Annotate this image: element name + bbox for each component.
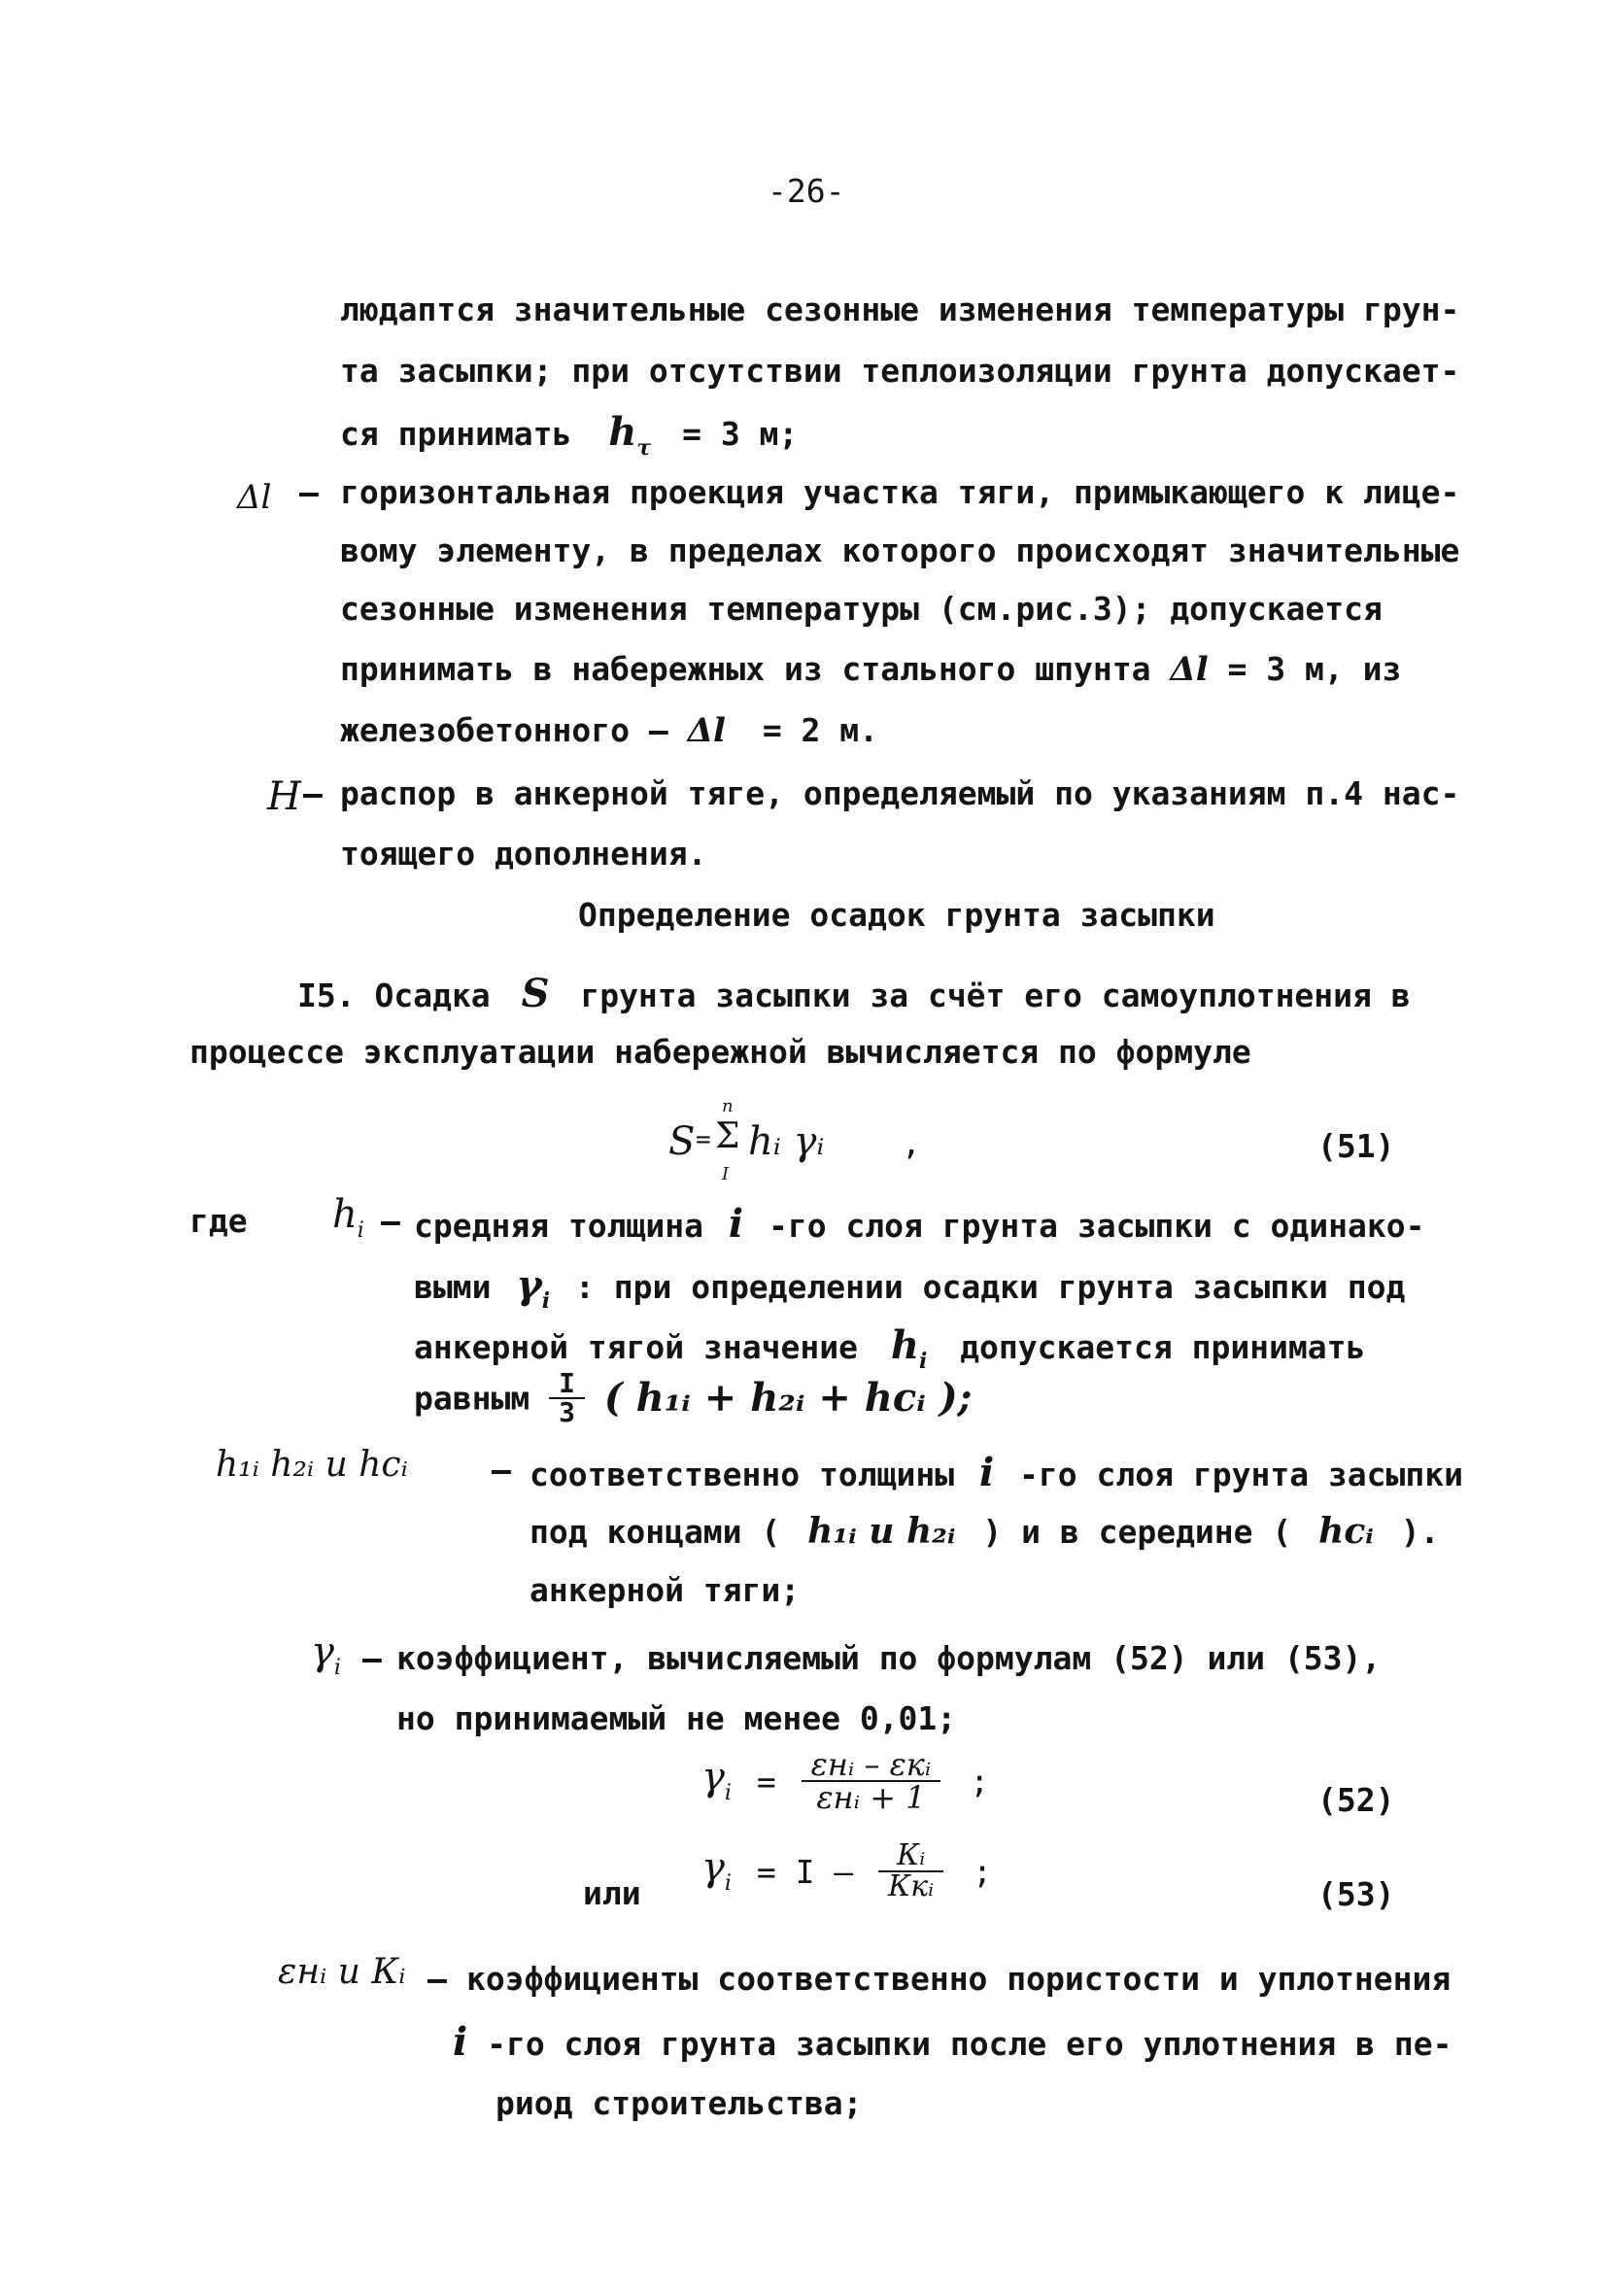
definition-dash: – bbox=[299, 473, 319, 511]
fraction-one-third bbox=[549, 1367, 585, 1428]
h-center-symbol: hcᵢ bbox=[1318, 1511, 1374, 1552]
H-symbol: H bbox=[267, 774, 301, 819]
fraction-denominator: εнᵢ + 1 bbox=[816, 1779, 926, 1816]
text-line: вому элементу, в пределах которого происходят значительные bbox=[340, 531, 1460, 569]
where-label: где bbox=[189, 1202, 248, 1240]
text-line: людаптся значительные сезонные изменения температуры грун- bbox=[340, 291, 1460, 328]
equation-number: (53) bbox=[1317, 1875, 1395, 1913]
text-fragment: равным bbox=[414, 1379, 530, 1418]
text-line bbox=[414, 1322, 1366, 1374]
formula-fraction bbox=[802, 1746, 941, 1816]
text-fragment: -го слоя грунта засыпки с одинако- bbox=[768, 1207, 1425, 1245]
definition-dash: – bbox=[492, 1451, 511, 1489]
formula-52 bbox=[701, 1746, 990, 1816]
text-fragment: = 2 м. bbox=[762, 711, 879, 749]
formula-equals: = bbox=[696, 1125, 711, 1154]
h-tau-symbol: $h_\tau$ bbox=[608, 409, 652, 461]
section-heading: Определение осадок грунта засыпки bbox=[578, 896, 1215, 934]
delta-l-symbol: Δl bbox=[687, 711, 726, 750]
text-line: распор в анкерной тяге, определяемый по указаниям п.4 нас- bbox=[340, 774, 1460, 812]
formula-body: hᵢ γᵢ bbox=[748, 1119, 825, 1164]
i-symbol: i bbox=[728, 1201, 744, 1247]
gamma-i-symbol: $\gamma_i$ bbox=[516, 1262, 551, 1314]
formula-lhs: $\gamma_i$ bbox=[701, 1845, 732, 1896]
text-fragment: соответственно толщины bbox=[530, 1456, 955, 1493]
fraction-numerator: I bbox=[549, 1370, 585, 1399]
h-i-symbol: $h_i$ bbox=[332, 1192, 364, 1243]
formula-tail: ; bbox=[970, 1762, 990, 1800]
formula-tail: , bbox=[902, 1124, 921, 1162]
definition-dash: – bbox=[362, 1639, 382, 1677]
sum-upper-limit: n bbox=[722, 1096, 734, 1116]
i-symbol: i bbox=[978, 1450, 995, 1495]
delta-l-symbol: Δl bbox=[237, 478, 272, 517]
text-fragment: ). bbox=[1400, 1513, 1440, 1551]
definition-dash: – bbox=[427, 1960, 447, 1998]
h-ends-symbols: h₁ᵢ и h₂ᵢ bbox=[807, 1511, 956, 1552]
text-line bbox=[414, 1262, 1406, 1314]
i-symbol: i bbox=[453, 2019, 468, 2065]
text-line: сезонные изменения температуры (см.рис.3); допускается bbox=[340, 590, 1383, 628]
text-fragment: : при определении осадки грунта засыпки под bbox=[575, 1268, 1406, 1306]
text-line: тоящего дополнения. bbox=[340, 835, 707, 873]
text-line: коэффициент, вычисляемый по формулам (52) или (53), bbox=[396, 1639, 1382, 1677]
h-sum-expression: ( h₁ᵢ + h₂ᵢ + hcᵢ ); bbox=[603, 1375, 973, 1421]
text-line: горизонтальная проекция участка тяги, примыкающего к лице- bbox=[340, 473, 1460, 511]
text-line bbox=[530, 1450, 1464, 1495]
text-fragment: выми bbox=[414, 1268, 492, 1306]
equation-number: (51) bbox=[1317, 1127, 1395, 1165]
text-fragment: = 3 м; bbox=[682, 415, 799, 453]
text-fragment: анкерной тягой значение bbox=[414, 1328, 858, 1366]
text-line: та засыпки; при отсутствии теплоизоляции грунта допускает- bbox=[340, 352, 1460, 390]
text-fragment: -го слоя грунта засыпки после его уплотнения в пе- bbox=[487, 2025, 1452, 2063]
fraction-denominator: Ккᵢ bbox=[888, 1869, 935, 1903]
fraction-denominator: 3 bbox=[559, 1396, 575, 1428]
or-label: или bbox=[583, 1874, 641, 1912]
sum-lower-limit: I bbox=[722, 1164, 730, 1184]
h-thickness-symbols: h₁ᵢ h₂ᵢ и hcᵢ bbox=[216, 1445, 408, 1485]
text-fragment: I5. Осадка bbox=[297, 977, 491, 1014]
definition-dash: – bbox=[381, 1202, 400, 1240]
epsilon-k-symbols: εнᵢ и Кᵢ bbox=[278, 1952, 406, 1992]
text-line: процессе эксплуатации набережной вычисляется по формуле bbox=[189, 1033, 1251, 1071]
formula-lhs: S bbox=[668, 1119, 696, 1164]
text-line: но принимаемый не менее 0,01; bbox=[396, 1699, 957, 1737]
formula-equals: = I – bbox=[756, 1852, 854, 1891]
text-line bbox=[453, 2019, 1452, 2065]
formula-equals: = bbox=[756, 1762, 776, 1800]
text-fragment: принимать в набережных из стального шпунта bbox=[340, 650, 1151, 688]
formula-lhs: $\gamma_i$ bbox=[701, 1755, 732, 1805]
S-symbol: S bbox=[521, 971, 550, 1016]
h-i-symbol: $h_i$ bbox=[890, 1322, 928, 1374]
formula-tail: ; bbox=[973, 1852, 992, 1891]
sum-sign: Σ bbox=[715, 1116, 740, 1156]
text-fragment: средняя толщина bbox=[414, 1207, 704, 1245]
text-fragment: железобетонного – bbox=[340, 711, 668, 749]
text-line bbox=[297, 971, 1411, 1016]
definition-dash: – bbox=[303, 774, 323, 812]
text-fragment: под концами ( bbox=[530, 1513, 781, 1551]
fraction-numerator: Кᵢ bbox=[878, 1841, 943, 1872]
fraction-numerator: εнᵢ – εкᵢ bbox=[802, 1749, 941, 1782]
text-fragment: ) и в середине ( bbox=[982, 1513, 1292, 1551]
delta-l-symbol: Δl bbox=[1170, 650, 1209, 689]
gamma-i-symbol: $\gamma_i$ bbox=[311, 1629, 341, 1680]
text-line bbox=[340, 409, 799, 461]
text-line bbox=[340, 650, 1402, 689]
text-line bbox=[530, 1511, 1440, 1552]
text-line: риод строительства; bbox=[495, 2084, 863, 2122]
text-fragment: грунта засыпки за счёт его самоуплотнения в bbox=[580, 977, 1411, 1014]
text-fragment: = 3 м, из bbox=[1227, 650, 1402, 688]
text-line: коэффициенты соответственно пористости и уплотнения bbox=[466, 1960, 1452, 1998]
text-fragment: допускается принимать bbox=[960, 1328, 1366, 1366]
text-line: анкерной тяги; bbox=[530, 1571, 801, 1609]
text-fragment: ся принимать bbox=[340, 415, 572, 453]
formula-fraction bbox=[878, 1838, 943, 1903]
text-line bbox=[414, 1367, 973, 1428]
text-line bbox=[340, 711, 879, 750]
text-fragment: -го слоя грунта засыпки bbox=[1019, 1456, 1464, 1493]
formula-53 bbox=[701, 1838, 992, 1903]
equation-number: (52) bbox=[1317, 1781, 1395, 1819]
text-line bbox=[414, 1201, 1425, 1247]
page-number: -26- bbox=[768, 172, 845, 210]
